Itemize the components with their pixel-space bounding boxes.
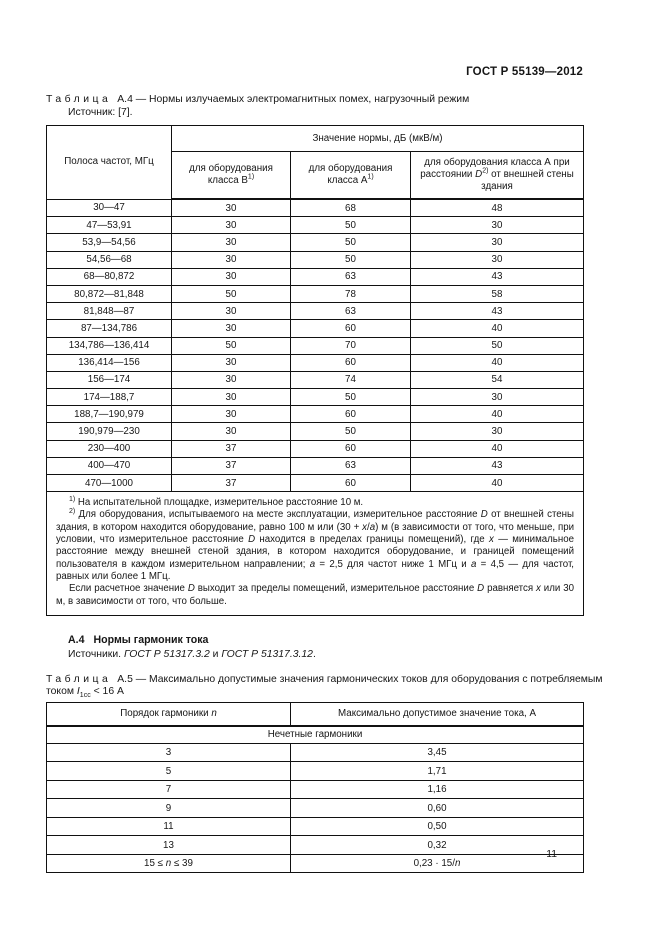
table-a4-footnote-row — [47, 492, 584, 616]
table-row — [47, 475, 584, 492]
table-cell: 30 — [411, 217, 584, 234]
column-header-norm-value-group: Значение нормы, дБ (мкВ/м) — [172, 126, 584, 152]
table-cell: 68 — [291, 199, 411, 217]
table-cell: 43 — [411, 268, 584, 285]
table-cell: 3,45 — [291, 743, 584, 762]
table-cell: 54,56—68 — [47, 251, 172, 268]
footnote-2-continuation: Если расчетное значение D выходит за пределы помещений, измерительное расстояние D равняется x или 30 м, в зависимости от того, что больше. — [56, 583, 574, 607]
table-cell: 43 — [411, 457, 584, 474]
table-cell: 400—470 — [47, 457, 172, 474]
table-cell: 30 — [411, 389, 584, 406]
table-a5-caption-line1: А.5 — Максимально допустимые значения гармонических токов для оборудования с потребляемым — [117, 673, 603, 685]
table-cell: 48 — [411, 199, 584, 217]
table-cell: 50 — [291, 389, 411, 406]
table-cell: 1,16 — [291, 780, 584, 799]
table-cell: 60 — [291, 406, 411, 423]
table-cell: 174—188,7 — [47, 389, 172, 406]
table-cell: 30 — [172, 423, 291, 440]
table-cell: 30 — [172, 217, 291, 234]
table-row — [47, 423, 584, 440]
table-row — [47, 389, 584, 406]
column-header-class-b: для оборудования класса $В^{1)}$ — [172, 152, 291, 200]
table-cell: 30 — [172, 303, 291, 320]
table-a4-body — [47, 199, 584, 492]
table-cell: 81,848—87 — [47, 303, 172, 320]
table-row — [47, 320, 584, 337]
page-number: 11 — [546, 849, 557, 860]
table-cell: 30 — [172, 234, 291, 251]
table-a5-caption — [46, 673, 603, 685]
table-row — [47, 762, 584, 781]
table-cell: 7 — [47, 780, 291, 799]
table-cell: 30 — [172, 268, 291, 285]
table-row — [47, 199, 584, 217]
table-cell: 3 — [47, 743, 291, 762]
section-a4-sources: Источники. ГОСТ Р 51317.3.2 и ГОСТ Р 51317.3.12. — [68, 648, 316, 660]
table-a4-emission-limits — [46, 125, 584, 616]
table-a4-footnotes — [47, 492, 584, 616]
footnote-2: $^{2)}$ Для оборудования, испытываемого на месте эксплуатации, измерительное расстояние D от внешней стены здания, в котором находится оборудование, равно 100 м или (30 + x/a) м (в зависимости от того, что меньше, при условии, что измерительное расстояние D находится в пределах границы помещений), где x — минимальное расстояние между внешней стеной здания, в котором находится оборудование, и границей помещений пользователя в каждом измерительном направлении; a = 2,5 для частот ниже 1 МГц и a = 4,5 — для частот, равных или более 1 МГц. — [56, 508, 574, 582]
table-cell: 30 — [411, 423, 584, 440]
column-header-max-current: Максимально допустимое значение тока, А — [291, 702, 584, 726]
table-cell: 50 — [291, 217, 411, 234]
table-cell: 87—134,786 — [47, 320, 172, 337]
table-cell: 54 — [411, 371, 584, 388]
table-cell: 30 — [172, 406, 291, 423]
column-header-class-a: для оборудования класса $А^{1)}$ — [291, 152, 411, 200]
table-row — [47, 440, 584, 457]
table-cell: 78 — [291, 285, 411, 302]
table-row — [47, 743, 584, 762]
table-cell: 13 — [47, 836, 291, 855]
table-cell: 68—80,872 — [47, 268, 172, 285]
section-a4-title: Нормы гармоник тока — [93, 633, 209, 646]
table-cell: 60 — [291, 354, 411, 371]
table-row — [47, 780, 584, 799]
table-cell: 30 — [172, 371, 291, 388]
table-cell: 30 — [411, 234, 584, 251]
table-cell: 156—174 — [47, 371, 172, 388]
table-cell: 53,9—54,56 — [47, 234, 172, 251]
table-cell: 60 — [291, 475, 411, 492]
table-a4-source: Источник: [7]. — [68, 107, 133, 118]
table-cell: 40 — [411, 475, 584, 492]
table-cell: 1,71 — [291, 762, 584, 781]
table-cell: 74 — [291, 371, 411, 388]
table-cell: 40 — [411, 320, 584, 337]
table-cell: 136,414—156 — [47, 354, 172, 371]
table-cell: 50 — [291, 234, 411, 251]
table-a5-caption-line2: током $I_{1cc} < 16$ А — [46, 685, 124, 699]
section-a4-number: А.4 — [68, 633, 85, 646]
table-cell: 50 — [172, 337, 291, 354]
group-row-odd-harmonics: Нечетные гармоники — [47, 726, 584, 744]
table-cell: 60 — [291, 440, 411, 457]
table-cell: 63 — [291, 303, 411, 320]
table-caption-word: Таблица — [46, 673, 112, 685]
table-row — [47, 217, 584, 234]
table-row — [47, 817, 584, 836]
table-cell: 40 — [411, 354, 584, 371]
table-cell: 0,23 · 15/n — [291, 854, 584, 873]
column-header-class-a-distance: для оборудования класса А при расстоянии $D^{2)}$ от внешней стены здания — [411, 152, 584, 200]
footnote-1: $^{1)}$ На испытательной площадке, измерительное расстояние 10 м. — [69, 495, 364, 509]
table-cell: 50 — [172, 285, 291, 302]
table-cell: 37 — [172, 440, 291, 457]
table-row — [47, 371, 584, 388]
table-row — [47, 354, 584, 371]
table-cell: 37 — [172, 475, 291, 492]
section-a4-heading — [68, 634, 583, 646]
table-cell: 43 — [411, 303, 584, 320]
table-cell: 30 — [172, 389, 291, 406]
table-cell: 134,786—136,414 — [47, 337, 172, 354]
table-cell: 470—1000 — [47, 475, 172, 492]
table-cell: 80,872—81,848 — [47, 285, 172, 302]
table-cell: 30—47 — [47, 199, 172, 217]
table-cell: 0,50 — [291, 817, 584, 836]
table-cell: 9 — [47, 799, 291, 818]
table-cell: 47—53,91 — [47, 217, 172, 234]
table-row — [47, 303, 584, 320]
table-cell: 50 — [291, 251, 411, 268]
table-cell: 30 — [172, 199, 291, 217]
table-cell: 40 — [411, 440, 584, 457]
column-header-frequency-band: Полоса частот, МГц — [47, 126, 172, 200]
table-cell: 5 — [47, 762, 291, 781]
table-cell: 50 — [291, 423, 411, 440]
table-row — [47, 406, 584, 423]
table-a5-harmonic-currents — [46, 702, 584, 874]
table-a4-caption-text: А.4 — Нормы излучаемых электромагнитных помех, нагрузочный режим — [117, 94, 470, 105]
table-cell: 190,979—230 — [47, 423, 172, 440]
table-cell: 37 — [172, 457, 291, 474]
table-cell: 30 — [172, 354, 291, 371]
table-cell: 0,32 — [291, 836, 584, 855]
table-cell: 188,7—190,979 — [47, 406, 172, 423]
table-row — [47, 457, 584, 474]
table-row — [47, 268, 584, 285]
table-row — [47, 799, 584, 818]
table-cell: 15 ≤ n ≤ 39 — [47, 854, 291, 873]
table-cell: 230—400 — [47, 440, 172, 457]
table-cell: 30 — [411, 251, 584, 268]
table-cell: 58 — [411, 285, 584, 302]
table-cell: 0,60 — [291, 799, 584, 818]
table-caption-word: Таблица — [46, 94, 112, 105]
table-cell: 30 — [172, 251, 291, 268]
table-cell: 30 — [172, 320, 291, 337]
table-cell: 11 — [47, 817, 291, 836]
table-cell: 63 — [291, 457, 411, 474]
table-cell: 63 — [291, 268, 411, 285]
table-cell: 60 — [291, 320, 411, 337]
table-row — [47, 337, 584, 354]
table-row — [47, 251, 584, 268]
table-row — [47, 234, 584, 251]
column-header-harmonic-order: Порядок гармоники n — [47, 702, 291, 726]
table-a4-caption — [46, 94, 583, 105]
document-header-standard-number: ГОСТ Р 55139—2012 — [466, 66, 583, 78]
table-cell: 40 — [411, 406, 584, 423]
table-row — [47, 285, 584, 302]
table-cell: 50 — [411, 337, 584, 354]
table-cell: 70 — [291, 337, 411, 354]
